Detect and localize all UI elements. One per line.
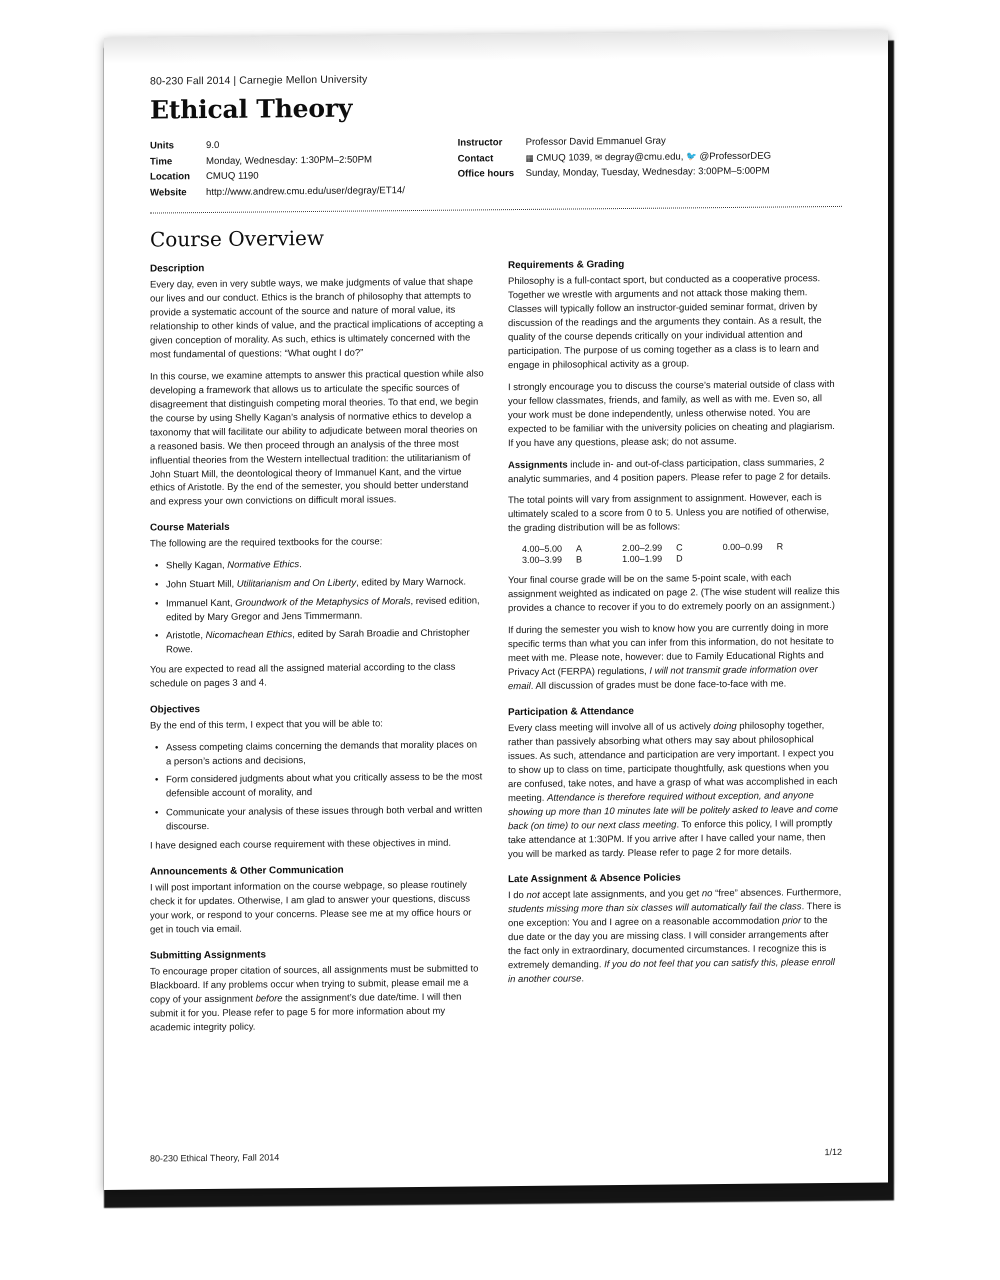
heading-participation-attendance: Participation & Attendance [508, 705, 634, 719]
heading-late-absence: Late Assignment & Absence Policies [508, 872, 681, 886]
grade-letter: D [676, 553, 683, 564]
book-title: Nicomachean Ethics [205, 629, 293, 642]
ferpa-text-2: . All discussion of grades must be done face-to-face with me. [530, 678, 787, 692]
ferpa-emphasis: I will not transmit grade information over email [508, 664, 818, 693]
late-emphasis-1: not [526, 890, 540, 902]
heading-objectives: Objectives [150, 703, 200, 716]
meta-value: Monday, Wednesday: 1:30PM–2:50PM [206, 153, 373, 167]
ferpa-text-1: If during the semester you wish to know how you are currently doing in more specific terms than what you can infer from this information, do not hesitate to meet with me. Please note, however: due to Family Educational Rights and Privacy Act (FERPA) regulations, [508, 622, 834, 679]
participation-text-1: Every class meeting will involve all of us actively [508, 721, 714, 735]
book-note: , revised edition, edited by Mary Gregor and Jens Timmermann. [166, 595, 480, 624]
list-item: • Form considered judgments about what you critically assess to be the most defensible account of morality, and [166, 771, 484, 802]
book-note: . [299, 559, 302, 571]
paragraph-objectives-after: I have designed each course requirement with these objectives in mind. [150, 838, 452, 852]
page-title: Ethical Theory [150, 93, 353, 125]
column-right [508, 257, 842, 1032]
grade-range: 0.00–0.99 [722, 542, 763, 553]
heading-announcements: Announcements & Other Communication [150, 865, 344, 878]
book-note: , edited by Mary Warnock. [356, 576, 467, 589]
paragraph-materials-intro: The following are the required textbooks for the course: [150, 536, 383, 550]
paragraph-announcements: I will post important information on the course webpage, so please routinely check it for updates. Otherwise, I am glad to answer your questions, discuss your work, or respond to your concerns. Please see me at my office hours or get in touch via email. [150, 879, 472, 936]
late-emphasis-2: no [701, 888, 713, 900]
late-emphasis-3: students missing more than six classes will automatically fail the class [508, 901, 802, 916]
paragraph-points: The total points will vary from assignment to assignment. However, each is ultimately scaled to a score from 0 to 5. Unless you are notified of otherwise, the grading distribution will be as follows: [508, 492, 830, 535]
heading-course-materials: Course Materials [150, 522, 230, 534]
late-text-2: accept late assignments, and you get [539, 888, 702, 902]
heading-submitting-assignments: Submitting Assignments [150, 949, 266, 962]
grade-letter: A [576, 543, 583, 554]
book-author: Aristotle, [166, 630, 206, 642]
meta-column-left [150, 136, 458, 201]
meta-key: Office hours [457, 168, 515, 180]
course-meta [150, 132, 842, 201]
paragraph-requirements-2: I strongly encourage you to discuss the course’s material outside of class with your fellow classmates, friends, and family, as well as with me. Even so, all your work must be done independently, unless otherwise noted. You are expected to be familiar with the university policies on cheating and plagiarism. If you have any questions, please ask; do not assume. [508, 378, 835, 449]
list-item [166, 594, 484, 625]
meta-value: 9.0 [206, 139, 220, 152]
grade-range: 4.00–5.00 [522, 543, 563, 555]
list-item [166, 575, 484, 592]
book-author: John Stuart Mill, [166, 578, 237, 591]
email-address[interactable]: degray@cmu.edu, [604, 150, 684, 163]
list-item [166, 627, 484, 658]
grade-letter: R [776, 541, 784, 552]
page-footer [150, 1147, 842, 1164]
meta-column-right [458, 132, 842, 198]
book-author: Immanuel Kant, [166, 597, 236, 610]
grading-distribution-table [522, 542, 797, 567]
paragraph-final-grade: Your final course grade will be on the same 5-point scale, with each assignment weighted as indicated on page 2. (The wise student will realize this provides a chance to recover if you to do extremely poorly on an assignment.) [508, 572, 840, 615]
footer-course-label: 80-230 Ethical Theory, Fall 2014 [150, 1152, 280, 1164]
meta-key: Instructor [457, 137, 503, 149]
submitting-text-2: the assignment’s due date/time. I will then submit it for you. Please refer to page 5 for more information about my academic integrity policy. [150, 991, 462, 1034]
meta-value: CMUQ 1190 [206, 170, 259, 183]
paragraph-late-policy [508, 886, 842, 987]
paragraph-submitting [150, 962, 484, 1035]
building-icon: ▦ [525, 152, 534, 163]
paragraph-materials-after: You are expected to read all the assigned material according to the class schedule on pages 3 and 4. [150, 661, 456, 690]
paragraph-description-1: Every day, even in very subtle ways, we make judgments of value that shape our lives and our conduct. Ethics is the branch of philosophy that attempts to provide a systematic account of the source and nature of moral value, its relationship to other kinds of value, and the practical implications of accepting a given conception of morality. As such, ethics is ultimately concerned with the most fundamental of questions: “What ought I do?” [150, 276, 484, 361]
meta-key: Contact [457, 152, 494, 165]
late-text-1: I do [508, 890, 527, 902]
meta-value: Sunday, Monday, Tuesday, Wednesday: 3:00PM–5:00PM [525, 165, 770, 180]
paragraph-assignments [508, 455, 842, 486]
grade-range: 2.00–2.99 [622, 542, 663, 554]
late-text-4: . There is one exception: You and I agree on a reasonable accommodation [508, 901, 841, 930]
heading-description: Description [150, 263, 205, 275]
body-columns [150, 257, 842, 1035]
late-text-6: . [581, 973, 585, 985]
syllabus-page [104, 30, 888, 1190]
meta-value: Professor David Emmanuel Gray [525, 135, 666, 148]
list-course-materials [150, 557, 484, 658]
late-text-5: to the due date or the day you are missing class. I will consider arrangements after the fact only in extraordinary, documented circumstances. I recognize this is extremely demanding. [508, 915, 829, 972]
paragraph-ferpa [508, 621, 842, 694]
book-title: Normative Ethics [227, 559, 300, 572]
course-kicker: 80-230 Fall 2014 | Carnegie Mellon University [150, 73, 368, 88]
participation-text-3: . To enforce this policy, I will promptly take attendance at 1:30PM. If you arrive after I have called your name, then you will be marked as tardy. Please refer to page 2 for more details. [508, 817, 833, 860]
late-emphasis-4: prior [782, 915, 802, 927]
participation-emphasis-2: Attendance is therefore required without exception, and anyone showing up more than 10 minutes late will be politely asked to leave and come back (on time) to our next class meeting [508, 789, 839, 832]
column-left [150, 260, 484, 1035]
late-emphasis-5: If you do not feel that you can satisfy this, please enroll in another course [508, 957, 835, 986]
grade-letter: C [676, 542, 683, 553]
grade-letter: B [576, 554, 583, 565]
table-row [522, 553, 797, 567]
meta-key: Units [150, 140, 174, 152]
office-room: CMUQ 1039, [536, 151, 593, 164]
meta-key: Time [150, 155, 173, 168]
assignments-rest: include in- and out-of-class participation, class summaries, 2 analytic summaries, and 4 position papers. Please refer to page 2 for details. [508, 456, 831, 485]
grade-range: 1.00–1.99 [622, 553, 663, 565]
book-title: Utilitarianism and On Liberty [236, 577, 357, 590]
meta-key: Website [150, 186, 187, 199]
submitting-text-1: To encourage proper citation of sources, all assignments must be submitted to Blackboard. If any problems occur when trying to submit, please email me a copy of your assignment [150, 963, 479, 1006]
participation-emphasis-1: doing [713, 720, 737, 733]
grade-letter [777, 553, 798, 564]
section-heading: Course Overview [150, 226, 324, 252]
paragraph-participation [508, 719, 842, 862]
participation-text-2: philosophy together, rather than passively absorbing what others may say about philosophical issues. As such, attendance and participation are very important. I expect you to show up to class on time, participate thoughtfully, ask questions when you are confused, take notes, and have a grasp of what was accomplished in each meeting. [508, 720, 838, 804]
submitting-emphasis: before [255, 993, 283, 1005]
meta-row [150, 182, 458, 200]
paragraph-description-2: In this course, we examine attempts to answer this practical question while also developing a framework that allows us to articulate the specific sources of disagreement that distinguish competing moral theories. To that end, we begin the course by using Shelly Kagan’s analysis of normative ethics to develop a taxonomy that will facilitate our ability to adjudicate between moral theories on a reasoned basis. We then proceed through an analysis of the three most influential theories from the Western intellectual tradition: the utilitarianism of John Stuart Mill, the deontological theory of Immanuel Kant, and the virtue ethics of Aristotle. By the end of the semester, you should better understand and express your own convictions on difficult moral issues. [150, 368, 484, 508]
twitter-handle[interactable]: @ProfessorDEG [699, 150, 772, 162]
book-note: , edited by Sarah Broadie and Christopher Rowe. [166, 627, 470, 656]
header-divider [150, 206, 842, 214]
meta-row [458, 163, 842, 182]
list-objectives [150, 738, 484, 834]
heading-requirements-grading: Requirements & Grading [508, 259, 625, 272]
list-item: • Communicate your analysis of these issues through both verbal and written discourse. [166, 803, 484, 834]
grade-range [723, 553, 777, 565]
list-item: • Assess competing claims concerning the demands that morality places on a person’s actions and decisions, [166, 738, 484, 769]
meta-key: Location [150, 171, 190, 183]
late-text-3: “free” absences. Furthermore, [712, 887, 842, 900]
paragraph-objectives-intro: By the end of this term, I expect that you will be able to: [150, 718, 383, 732]
grade-range: 3.00–3.99 [522, 554, 563, 566]
paragraph-requirements-1: Philosophy is a full-contact sport, but conducted as a cooperative process. Together we wrestle with arguments and not attack those making them. Classes will typically follow an instructor-guided seminar format, driven by discussion of the readings and the arguments they contain. As a result, the quality of the course depends critically on your individual attention and participation. The purpose of us coming together as a class is to learn and engage in philosophical activity as a group. [508, 273, 822, 371]
course-website-link[interactable]: http://www.andrew.cmu.edu/user/degray/ET14/ [206, 184, 405, 198]
assignments-lead: Assignments [508, 459, 568, 471]
twitter-bird-icon: 🐦 [686, 150, 697, 161]
book-title: Groundwork of the Metaphysics of Morals [235, 595, 411, 609]
envelope-icon: ✉ [595, 151, 603, 162]
list-item [166, 557, 484, 574]
page-number: 1/12 [824, 1146, 842, 1158]
book-author: Shelly Kagan, [166, 560, 228, 572]
